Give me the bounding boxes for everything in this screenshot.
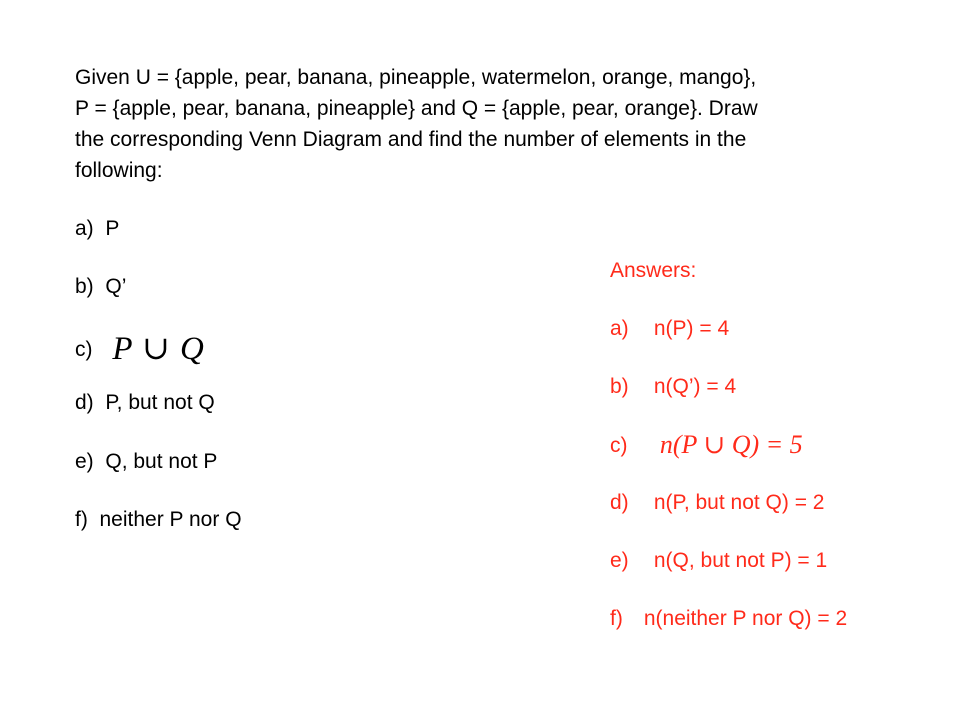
answers-heading: Answers: [610, 259, 697, 282]
answer-c-formula: n(P ∪ Q) = 5 [659, 430, 803, 459]
answer-f [610, 606, 847, 632]
answer-f-label: f) [610, 607, 623, 630]
answer-a [610, 316, 729, 342]
answer-d-text: n(P, but not Q) = 2 [653, 491, 825, 514]
problem-line-4: following: [75, 159, 163, 182]
question-f [75, 507, 242, 533]
question-b-label: b) [75, 275, 94, 298]
question-b-text: Q’ [105, 275, 127, 298]
problem-line-3: the corresponding Venn Diagram and find the number of elements in the [75, 128, 747, 151]
problem-line-1: Given U = {apple, pear, banana, pineapple, watermelon, orange, mango}, [75, 66, 757, 89]
answer-b-label: b) [610, 375, 629, 398]
answer-e [610, 548, 827, 574]
answer-b [610, 374, 736, 400]
question-a [75, 216, 119, 242]
question-e-text: Q, but not P [105, 450, 218, 473]
question-f-label: f) [75, 508, 88, 531]
question-d-text: P, but not Q [105, 391, 215, 414]
answer-e-text: n(Q, but not P) = 1 [653, 549, 828, 572]
answer-c [610, 431, 803, 459]
question-e-label: e) [75, 450, 94, 473]
question-c-formula: P ∪ Q [112, 331, 205, 367]
question-c [75, 331, 205, 367]
answer-a-text: n(P) = 4 [653, 317, 730, 340]
answer-e-label: e) [610, 549, 629, 572]
question-a-text: P [105, 217, 120, 240]
question-c-label: c) [75, 338, 93, 361]
answer-b-text: n(Q’) = 4 [653, 375, 737, 398]
question-d-label: d) [75, 391, 94, 414]
answer-d-label: d) [610, 491, 629, 514]
answer-a-label: a) [610, 317, 629, 340]
question-d [75, 390, 215, 416]
answer-d [610, 490, 824, 516]
answer-c-label: c) [610, 434, 628, 457]
question-e [75, 449, 217, 475]
question-b [75, 274, 126, 300]
question-a-label: a) [75, 217, 94, 240]
question-f-text: neither P nor Q [99, 508, 242, 531]
answer-f-text: n(neither P nor Q) = 2 [643, 607, 848, 630]
problem-statement [75, 62, 895, 186]
problem-line-2: P = {apple, pear, banana, pineapple} and Q = {apple, pear, orange}. Draw [75, 97, 758, 120]
